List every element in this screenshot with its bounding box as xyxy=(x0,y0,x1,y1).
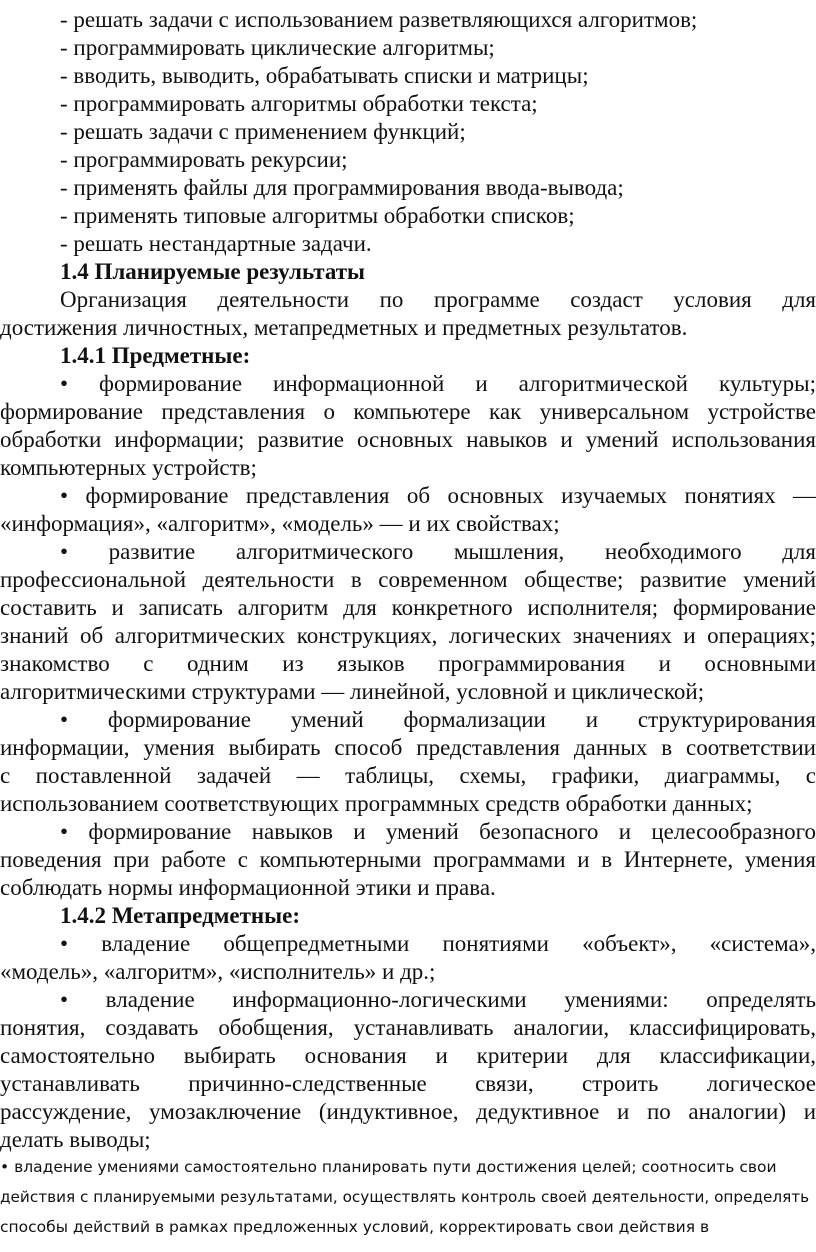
paragraph-line: Организация деятельности по программе создаст условия для xyxy=(60,287,816,312)
paragraph-line: с поставленной задачей — таблицы, схемы, графики, диаграммы, с xyxy=(0,763,816,788)
paragraph-line: делать выводы; xyxy=(0,1127,151,1152)
section-heading: 1.4 Планируемые результаты xyxy=(60,259,365,284)
paragraph-line: информации, умения выбирать способ представления данных в соответствии xyxy=(0,735,816,760)
paragraph-line: • формирование навыков и умений безопасного и целесообразного xyxy=(60,819,816,844)
paragraph-line: алгоритмическими структурами — линейной, условной и циклической; xyxy=(0,679,705,704)
list-item: - применять файлы для программирования ввода-вывода; xyxy=(60,175,624,200)
paragraph-line: • формирование представления об основных изучаемых понятиях — xyxy=(60,483,816,508)
list-item: - программировать алгоритмы обработки текста; xyxy=(60,91,538,116)
list-item: - применять типовые алгоритмы обработки списков; xyxy=(60,203,575,228)
paragraph-line: использованием соответствующих программных средств обработки данных; xyxy=(0,791,753,816)
subsection-heading: 1.4.1 Предметные: xyxy=(60,343,251,368)
paragraph-line: знакомство с одним из языков программирования и основными xyxy=(0,651,816,676)
paragraph-line: поведения при работе с компьютерными программами и в Интернете, умения xyxy=(0,847,816,872)
paragraph-line: составить и записать алгоритм для конкретного исполнителя; формирование xyxy=(0,595,816,620)
paragraph-line: соблюдать нормы информационной этики и права. xyxy=(0,875,496,900)
list-item: - программировать циклические алгоритмы; xyxy=(60,35,495,60)
paragraph-line: достижения личностных, метапредметных и предметных результатов. xyxy=(0,315,688,340)
paragraph-line: • владение информационно-логическими умениями: определять xyxy=(60,987,816,1012)
paragraph-line: формирование представления о компьютере как универсальном устройстве xyxy=(0,399,816,424)
paragraph-line: • владение общепредметными понятиями «объект», «система», xyxy=(60,931,816,956)
paragraph-line: самостоятельно выбирать основания и критерии для классификации, xyxy=(0,1043,816,1068)
subsection-heading: 1.4.2 Метапредметные: xyxy=(60,903,300,928)
paragraph-line: знаний об алгоритмических конструкциях, логических значениях и операциях; xyxy=(0,623,816,648)
paragraph-line: «модель», «алгоритм», «исполнитель» и др.; xyxy=(0,959,436,984)
list-item: - решать нестандартные задачи. xyxy=(60,231,372,256)
paragraph-line: обработки информации; развитие основных навыков и умений использования xyxy=(0,427,816,452)
paragraph-line: понятия, создавать обобщения, устанавливать аналогии, классифицировать, xyxy=(0,1015,816,1040)
paragraph-line: устанавливать причинно-следственные связи, строить логическое xyxy=(0,1071,816,1096)
paragraph-line: компьютерных устройств; xyxy=(0,455,257,480)
paragraph-line: «информация», «алгоритм», «модель» — и их свойствах; xyxy=(0,511,560,536)
list-item: - решать задачи с применением функций; xyxy=(60,119,466,144)
paragraph-line: • развитие алгоритмического мышления, необходимого для xyxy=(60,539,816,564)
paragraph-line-small: • владение умениями самостоятельно планировать пути достижения целей; соотносить свои xyxy=(0,1158,777,1176)
paragraph-line-small: действия с планируемыми результатами, осуществлять контроль своей деятельности, определять xyxy=(0,1188,810,1206)
paragraph-line: • формирование информационной и алгоритмической культуры; xyxy=(60,371,816,396)
paragraph-line: • формирование умений формализации и структурирования xyxy=(60,707,816,732)
paragraph-line-small: способы действий в рамках предложенных условий, корректировать свои действия в xyxy=(0,1218,710,1236)
paragraph-line: профессиональной деятельности в современном обществе; развитие умений xyxy=(0,567,816,592)
list-item: - решать задачи с использованием разветвляющихся алгоритмов; xyxy=(60,7,698,32)
paragraph-line: рассуждение, умозаключение (индуктивное, дедуктивное и по аналогии) и xyxy=(0,1099,816,1124)
list-item: - вводить, выводить, обрабатывать списки и матрицы; xyxy=(60,63,589,88)
list-item: - программировать рекурсии; xyxy=(60,147,348,172)
